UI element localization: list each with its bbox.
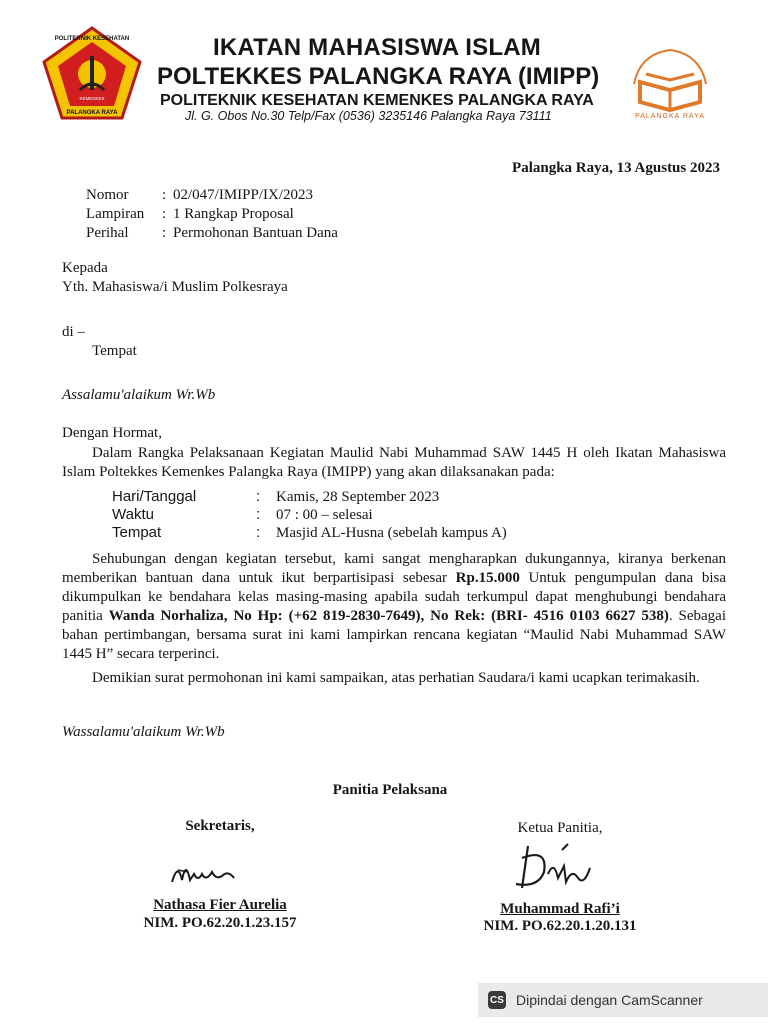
- meta-key: Nomor: [86, 187, 129, 203]
- chair-nim: NIM. PO.62.20.1.20.131: [483, 918, 637, 934]
- address-line: Jl. G. Obos No.30 Telp/Fax (0536) 3235146 Palangka Raya 73111: [185, 109, 552, 123]
- treasurer-contact: Wanda Norhaliza, No Hp: (+62 819-2830-7649), No Rek: (BRI- 4516 0103 6627 538): [108, 608, 669, 624]
- meta-value: 1 Rangkap Proposal: [173, 206, 294, 222]
- org-name-line2: POLTEKKES PALANGKA RAYA (IMIPP): [157, 63, 600, 90]
- logo-left-top-text: POLITEKNIK KESEHATAN: [54, 36, 130, 42]
- secretary-title: Sekretaris,: [185, 818, 255, 834]
- secretary-nim: NIM. PO.62.20.1.23.157: [143, 915, 297, 931]
- event-value: 07 : 00 – selesai: [276, 507, 373, 523]
- meta-key: Perihal: [86, 225, 129, 241]
- camscanner-icon: CS: [488, 991, 506, 1009]
- meta-value: 02/047/IMIPP/IX/2023: [173, 187, 314, 203]
- secretary-signature: [168, 852, 248, 892]
- opening-greeting: Assalamu'alaikum Wr.Wb: [62, 387, 216, 403]
- closing-greeting: Wassalamu'alaikum Wr.Wb: [62, 724, 225, 740]
- secretary-name: Nathasa Fier Aurelia: [153, 897, 287, 913]
- event-key: Hari/Tanggal: [112, 488, 197, 505]
- letter-meta: [86, 186, 338, 243]
- chair-name: Muhammad Rafi’i: [500, 901, 620, 917]
- to-name: Yth. Mahasiswa/i Muslim Polkesraya: [62, 279, 288, 295]
- place-date: Palangka Raya, 13 Agustus 2023: [512, 160, 720, 176]
- chair-title: Ketua Panitia,: [517, 820, 603, 836]
- logo-left-bottom-text: PALANGKA RAYA: [66, 110, 118, 116]
- event-value: Kamis, 28 September 2023: [276, 489, 440, 505]
- event-key: Tempat: [112, 524, 162, 541]
- poltekkes-logo: [40, 26, 144, 122]
- contribution-amount: Rp.15.000: [455, 570, 520, 586]
- institution-name: POLITEKNIK KESEHATAN KEMENKES PALANGKA RAYA: [160, 92, 594, 109]
- intro-paragraph: Dalam Rangka Pelaksanaan Kegiatan Maulid Nabi Muhammad SAW 1445 H oleh Ikatan Mahasiswa Islam Poltekkes Kemenkes Palangka Raya (IMIPP) yang akan dilaksanakan pada:: [62, 445, 726, 480]
- camscanner-watermark: [478, 983, 768, 1017]
- body-paragraph: [62, 550, 726, 664]
- event-row-date: Hari/Tanggal : Kamis, 28 September 2023: [112, 488, 440, 505]
- body-text-3: . Sebagai bahan pertimbangan, bersama surat ini kami lampirkan rencana kegiatan “Maulid Nabi Muhammad SAW 1445 H” secara terperinci.: [62, 608, 726, 662]
- logo-left-mid-text: KEMENKES: [79, 96, 105, 101]
- closing-paragraph: Demikian surat permohonan ini kami sampaikan, atas perhatian Saudara/i kami ucapkan terimakasih.: [92, 670, 700, 686]
- salutation: Dengan Hormat,: [62, 425, 162, 441]
- meta-key: Lampiran: [86, 206, 145, 222]
- tempat-label: Tempat: [92, 343, 137, 359]
- meta-value: Permohonan Bantuan Dana: [173, 225, 338, 241]
- event-key: Waktu: [112, 506, 154, 523]
- body-text-2: Untuk pengumpulan dana bisa dikumpulkan ke bendahara kelas masing-masing apabila sudah terkumpul dapat menghubungi bendahara panitia: [62, 570, 726, 624]
- imipp-logo: [620, 44, 720, 120]
- event-value: Masjid AL-Husna (sebelah kampus A): [276, 525, 507, 541]
- logo-right-text: PALANGKA RAYA: [635, 113, 705, 120]
- event-details: [112, 488, 507, 542]
- meta-row-nomor: Nomor : 02/047/IMIPP/IX/2023: [86, 187, 314, 203]
- org-name-line1: IKATAN MAHASISWA ISLAM: [213, 34, 541, 61]
- event-row-time: Waktu : 07 : 00 – selesai: [112, 506, 373, 523]
- chair-signature: [508, 838, 598, 898]
- committee-title: Panitia Pelaksana: [332, 782, 448, 798]
- di-label: di –: [62, 324, 85, 340]
- meta-row-perihal: Perihal : Permohonan Bantuan Dana: [86, 225, 338, 241]
- body-text-1: Sehubungan dengan kegiatan tersebut, kami sangat mengharapkan dukungannya, kiranya berkenan memberikan bantuan dana untuk ikut berpartisipasi sebesar: [62, 551, 726, 586]
- to-label: Kepada: [62, 260, 108, 276]
- meta-row-lampiran: Lampiran : 1 Rangkap Proposal: [86, 206, 294, 222]
- event-row-place: Tempat : Masjid AL-Husna (sebelah kampus A): [112, 524, 507, 541]
- camscanner-label: Dipindai dengan CamScanner: [516, 992, 703, 1008]
